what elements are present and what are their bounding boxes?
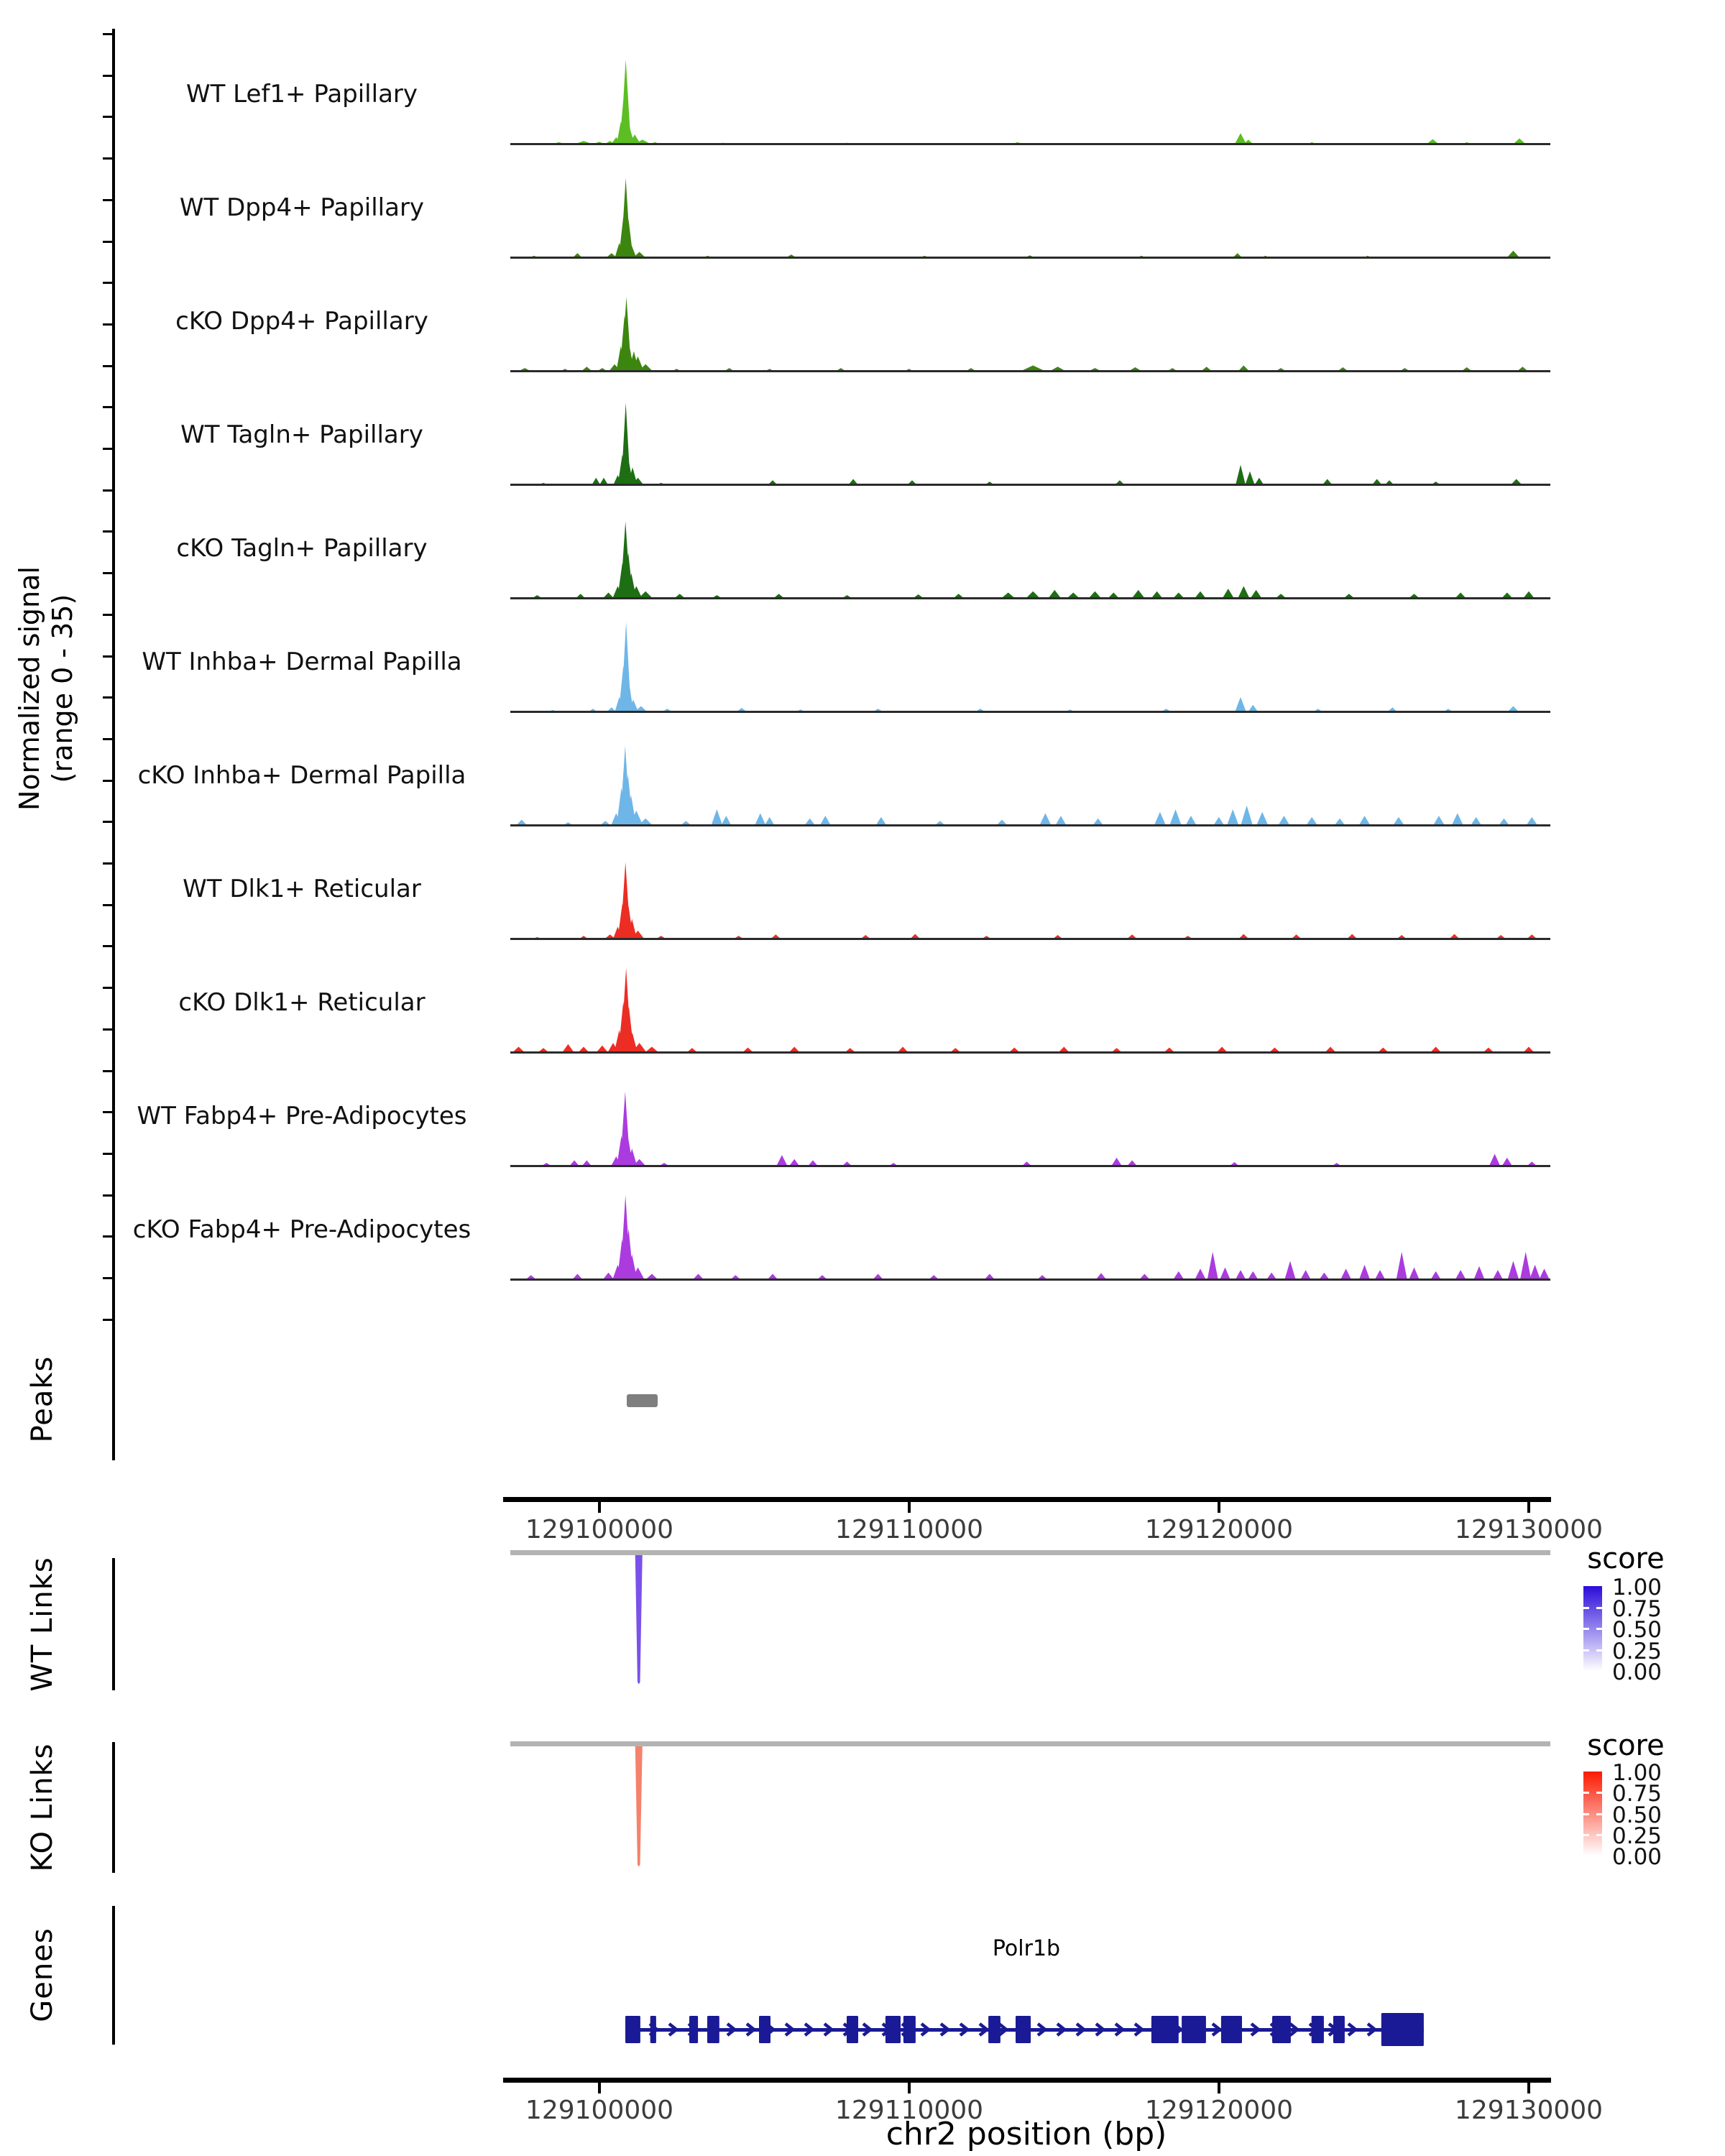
axis-tick-label: 129130000	[1454, 2096, 1604, 2125]
gene-model	[507, 1940, 1556, 2063]
peak-interval	[627, 1394, 658, 1407]
y-axis-label	[13, 437, 82, 940]
coverage-area	[514, 402, 1549, 485]
legend-tick-label: 0.25	[1612, 1823, 1662, 1849]
coverage-area	[514, 522, 1549, 599]
gene-exon	[988, 2016, 1000, 2043]
gene-exon	[1016, 2016, 1031, 2043]
track-baseline	[510, 597, 1550, 599]
signal-axis-tick	[103, 1319, 112, 1321]
signal-axis-tick	[103, 738, 112, 740]
legend-tick-label: 0.75	[1612, 1781, 1662, 1807]
axis-tick	[598, 1501, 601, 1513]
legend-tick-label: 0.00	[1612, 1659, 1662, 1685]
axis-tick	[908, 2082, 911, 2093]
legend-tick-label: 0.50	[1612, 1617, 1662, 1643]
gene-exon	[759, 2016, 770, 2043]
y-axis-label-line1: Normalized signal	[14, 566, 45, 811]
axis-tick	[908, 1501, 911, 1513]
signal-axis-tick	[103, 1070, 112, 1072]
legend-tick-dash	[1583, 1834, 1589, 1836]
coverage-track-1	[514, 52, 1549, 145]
coverage-track-11	[514, 1187, 1549, 1281]
signal-axis-tick	[103, 157, 112, 160]
gene-exon	[650, 2016, 656, 2043]
gene-exon	[903, 2016, 916, 2043]
track-baseline	[510, 257, 1550, 259]
ko-links-panel-label: KO Links	[26, 1743, 59, 1872]
signal-axis-tick	[103, 365, 112, 367]
track-label: WT Inhba+ Dermal Papilla	[142, 648, 462, 676]
coverage-track-6	[514, 619, 1549, 713]
track-label: cKO Inhba+ Dermal Papilla	[137, 761, 466, 790]
axis-tick-label: 129100000	[525, 1515, 674, 1544]
ko-links-baseline	[510, 1741, 1550, 1746]
coverage-track-9	[514, 960, 1549, 1054]
legend-tick-label: 1.00	[1612, 1760, 1662, 1786]
gene-name-label: Polr1b	[992, 1936, 1061, 1961]
signal-axis-line	[112, 29, 115, 1351]
axis-tick	[1527, 1501, 1530, 1513]
axis-tick	[598, 2082, 601, 2093]
wt-link-spike	[514, 1555, 1549, 1692]
coverage-track-4	[514, 392, 1549, 486]
track-label: cKO Dpp4+ Papillary	[175, 307, 428, 336]
signal-axis-tick	[103, 406, 112, 408]
legend-tick-label: 0.50	[1612, 1802, 1662, 1828]
signal-axis-tick	[103, 33, 112, 35]
track-baseline	[510, 484, 1550, 486]
axis-tick-label: 129130000	[1454, 1515, 1604, 1544]
legend-tick-dash	[1583, 1649, 1589, 1651]
track-baseline	[510, 1165, 1550, 1167]
link-spike-shape	[635, 1555, 643, 1684]
coverage-area	[514, 178, 1549, 259]
track-baseline	[510, 143, 1550, 145]
axis-line	[503, 1497, 1551, 1502]
axis-tick-label: 129120000	[1144, 2096, 1294, 2125]
wt-links-baseline	[510, 1550, 1550, 1555]
signal-axis-tick	[103, 530, 112, 533]
coverage-area	[514, 1195, 1549, 1281]
gene-exon	[1182, 2016, 1206, 2043]
gene-exon	[707, 2016, 719, 2043]
legend-tick-dash	[1583, 1607, 1589, 1609]
track-label: cKO Dlk1+ Reticular	[178, 988, 426, 1017]
legend-tick-dash	[1583, 1628, 1589, 1630]
axis-line	[503, 2078, 1551, 2083]
track-baseline	[510, 1051, 1550, 1054]
track-baseline	[510, 370, 1550, 372]
legend-tick-dash	[1596, 1628, 1602, 1630]
signal-axis-tick	[103, 1153, 112, 1155]
gene-exon	[1333, 2016, 1345, 2043]
ko-links-axis-line	[112, 1742, 115, 1873]
x-axis-label: chr2 position (bp)	[886, 2116, 1167, 2152]
track-label: cKO Tagln+ Papillary	[176, 534, 428, 563]
signal-axis-tick	[103, 821, 112, 823]
gene-exon	[625, 2016, 640, 2043]
track-label: WT Tagln+ Papillary	[180, 420, 423, 449]
track-label: WT Dpp4+ Papillary	[179, 193, 425, 222]
signal-axis-tick	[103, 489, 112, 492]
coverage-area	[514, 297, 1549, 372]
coverage-area	[514, 622, 1549, 713]
gene-exon	[1221, 2016, 1242, 2043]
track-baseline	[510, 711, 1550, 713]
legend-tick-label: 0.75	[1612, 1596, 1662, 1622]
signal-axis-tick	[103, 862, 112, 865]
gene-exon	[689, 2016, 698, 2043]
genes-axis-line	[112, 1906, 115, 2045]
legend-tick-dash	[1583, 1813, 1589, 1815]
coverage-track-3	[514, 279, 1549, 372]
track-baseline	[510, 824, 1550, 826]
track-baseline	[510, 938, 1550, 940]
coverage-track-10	[514, 1074, 1549, 1167]
signal-axis-tick	[103, 572, 112, 574]
coverage-area	[514, 1092, 1549, 1166]
axis-tick-label: 129100000	[525, 2096, 674, 2125]
axis-tick-label: 129120000	[1144, 1515, 1294, 1544]
signal-axis-tick	[103, 75, 112, 77]
coverage-area	[514, 968, 1549, 1054]
ko-legend-title: score	[1587, 1729, 1665, 1762]
legend-tick-label: 0.00	[1612, 1844, 1662, 1870]
signal-axis-tick	[103, 282, 112, 284]
coverage-track-7	[514, 733, 1549, 826]
axis-tick	[1218, 1501, 1220, 1513]
axis-tick-label: 129110000	[834, 1515, 984, 1544]
gene-exon	[1272, 2016, 1291, 2043]
coverage-track-8	[514, 847, 1549, 940]
gene-exon	[1312, 2016, 1324, 2043]
coverage-track-2	[514, 165, 1549, 259]
legend-tick-dash	[1596, 1813, 1602, 1815]
legend-tick-dash	[1596, 1607, 1602, 1609]
legend-tick-dash	[1596, 1649, 1602, 1651]
legend-tick-dash	[1583, 1792, 1589, 1794]
signal-axis-tick	[103, 116, 112, 118]
peaks-axis-line	[112, 1338, 115, 1460]
track-baseline	[510, 1279, 1550, 1281]
ko-link-spike	[514, 1746, 1549, 1876]
coverage-track-5	[514, 506, 1549, 599]
legend-tick-label: 1.00	[1612, 1575, 1662, 1600]
signal-axis-tick	[103, 1194, 112, 1197]
coverage-area	[514, 746, 1549, 826]
coverage-area	[514, 60, 1549, 145]
coverage-area	[514, 862, 1549, 940]
legend-tick-label: 0.25	[1612, 1639, 1662, 1664]
axis-tick	[1527, 2082, 1530, 2093]
track-label: cKO Fabp4+ Pre-Adipocytes	[132, 1215, 472, 1244]
track-label: WT Fabp4+ Pre-Adipocytes	[137, 1102, 467, 1130]
signal-axis-tick	[103, 241, 112, 243]
gene-exon	[1151, 2016, 1179, 2043]
signal-axis-tick	[103, 1277, 112, 1279]
genes-panel-label: Genes	[26, 1927, 59, 2022]
axis-tick	[1218, 2082, 1220, 2093]
wt-legend-title: score	[1587, 1542, 1665, 1575]
signal-axis-tick	[103, 945, 112, 947]
track-label: WT Lef1+ Papillary	[185, 80, 418, 109]
legend-tick-dash	[1596, 1792, 1602, 1794]
legend-tick-dash	[1596, 1834, 1602, 1836]
gene-exon	[886, 2016, 901, 2043]
y-axis-label-line2: (range 0 - 35)	[47, 594, 78, 783]
wt-links-panel-label: WT Links	[26, 1557, 59, 1692]
link-spike-shape	[635, 1746, 643, 1866]
signal-axis-tick	[103, 696, 112, 699]
signal-axis-tick	[103, 614, 112, 616]
signal-axis-tick	[103, 904, 112, 906]
gene-exon	[1381, 2013, 1424, 2046]
signal-axis-tick	[103, 1028, 112, 1031]
wt-links-axis-line	[112, 1558, 115, 1690]
axis-tick-label: 129110000	[834, 2096, 984, 2125]
peaks-panel-label: Peaks	[26, 1355, 59, 1443]
gene-exon	[847, 2016, 858, 2043]
track-label: WT Dlk1+ Reticular	[183, 875, 421, 903]
